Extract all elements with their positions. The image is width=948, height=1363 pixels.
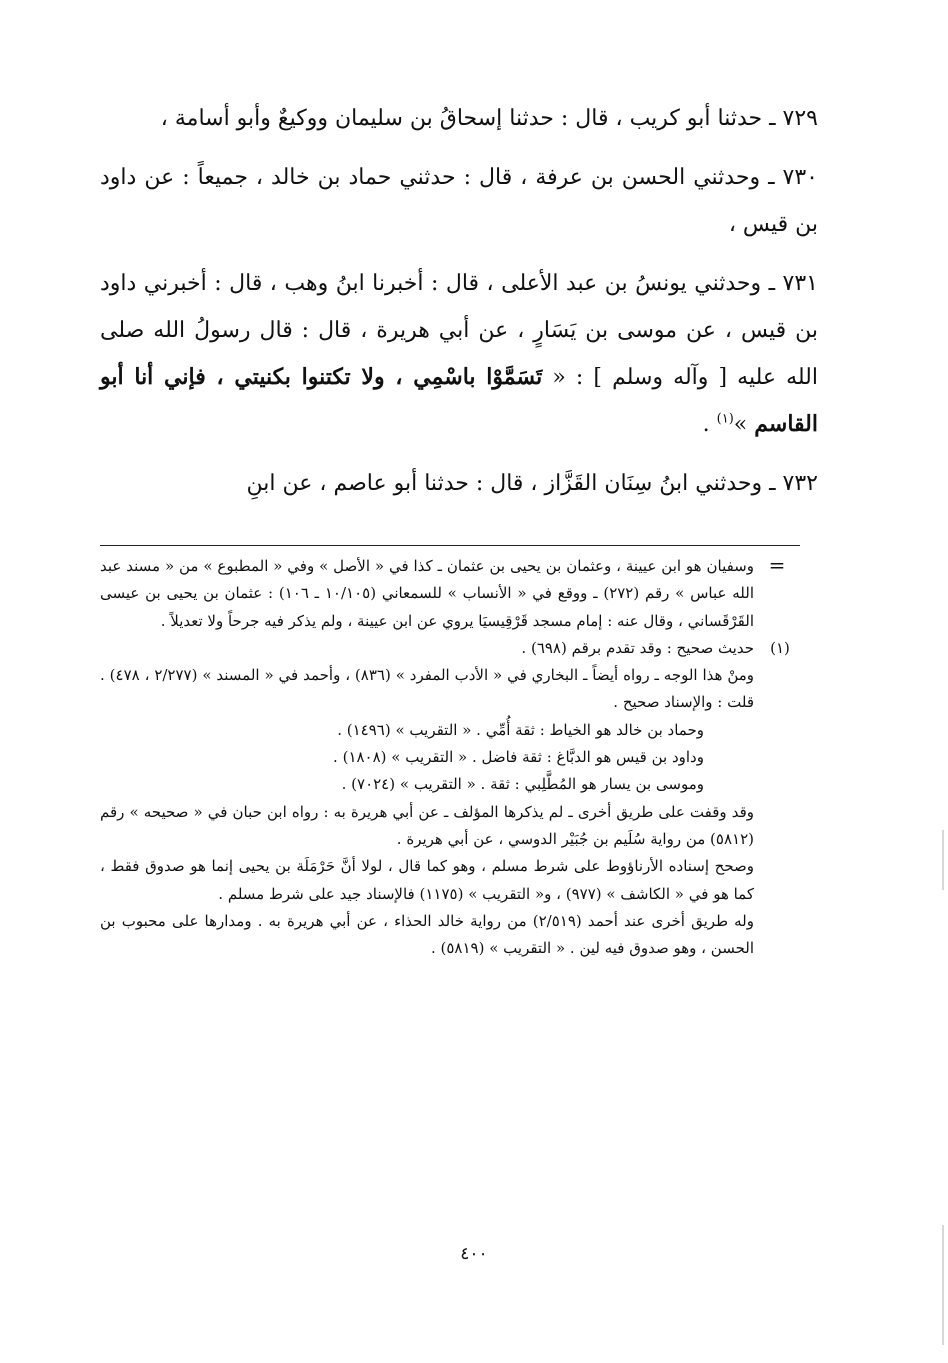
hadith-732: ٧٣٢ ـ وحدثني ابنُ سِنَان القَزَّاز ، قال : حدثنا أبو عاصم ، عن ابنِ <box>246 471 818 496</box>
scan-edge-mark <box>942 1225 944 1345</box>
hadith-731-isnad: ٧٣١ ـ وحدثني يونسُ بن عبد الأعلى ، قال : أخبرنا ابنُ وهب ، قال : أخبرني داود بن قيس ، عن موسى بن يَسَارٍ ، عن أبي هريرة ، قال : قال رسولُ الله صلى الله عليه [ وآله وسلم ] : « <box>100 271 818 390</box>
hadith-731-end: . <box>702 412 717 437</box>
footnote-paragraph: وله طريق أخرى عند أحمد (٢/٥١٩) من رواية خالد الحذاء ، عن أبي هريرة به . ومدارها على محبوب بن الحسن ، وهو صدوق فيه لين . « التقريب » (٥٨١٩) . <box>100 911 754 958</box>
footnote-1-number: (١) <box>770 638 790 657</box>
continuation-mark: = <box>768 553 786 577</box>
narrator-note: وحماد بن خالد هو الخياط : ثقة أُمِّي . « التقريب » (١٤٩٦) . <box>337 720 704 739</box>
footnote-1 <box>100 635 800 717</box>
hadith-731 <box>100 260 818 448</box>
narrator-note: وموسى بن يسار هو المُطَّلِبي : ثقة . « التقريب » (٧٠٢٤) . <box>341 775 704 794</box>
footnote-1-line: ومنْ هذا الوجه ـ رواه أيضاً ـ البخاري في « الأدب المفرد » (٨٣٦) ، وأحمد في « المسند » (٢/٢٧٧ ، ٤٧٨) . قلت : والإسناد صحيح . <box>100 666 755 712</box>
footnote-continuation: وسفيان هو ابن عيينة ، وعثمان بن يحيى بن عثمان ـ كذا في « الأصل » وفي « المطبوع » من « مسند عبد الله عباس » رقم (٢٧٢) ـ ووقع في « الأنساب » للسمعاني (١٠/١٠٥ ـ ١٠٦) : عثمان بن يحيى بن عيسى القَرْقَساني ، وقال عنه : إمام مسجد قَرْقِيسيَا يروي عن ابن عيينة ، ولم يذكر فيه جرحاً ولا تعديلاً . <box>100 557 754 630</box>
footnote-paragraph: وقد وقفت على طريق أخرى ـ لم يذكرها المؤلف ـ عن أبي هريرة به : رواه ابن حبان في « صحيحه » رقم (٥٨١٢) من رواية سُلَيم بن جُبَيْر الدوسي ، عن أبي هريرة . <box>100 802 754 848</box>
hadith-matn: تَسَمَّوْا باسْمِي ، ولا تكتنوا بكنيتي ، فإني أنا أبو القاسم <box>100 364 818 437</box>
hadith-730: ٧٣٠ ـ وحدثني الحسن بن عرفة ، قال : حدثني حماد بن خالد ، جميعاً : عن داود بن قيس ، <box>100 165 818 237</box>
footnote-separator <box>100 545 800 546</box>
footnote-1-line: حديث صحيح : وقد تقدم برقم (٦٩٨) . <box>521 638 754 657</box>
footnote-paragraph: وصحح إسناده الأرناؤوط على شرط مسلم ، وهو كما قال ، لولا أنَّ حَرْمَلَة بن يحيى إنما هو صدوق فقط ، كما هو في « الكاشف » (٩٧٧) ، و« التقريب » (١١٧٥) فالإسناد جيد على شرط مسلم . <box>100 857 754 903</box>
narrator-note: وداود بن قيس هو الدبَّاغ : ثقة فاضل . « التقريب » (١٨٠٨) . <box>333 748 704 767</box>
page-number: ٤٠٠ <box>460 1244 488 1264</box>
main-text <box>100 95 818 519</box>
footnotes <box>100 553 800 962</box>
footnote-ref: (١) <box>716 411 734 427</box>
hadith-729: ٧٢٩ ـ حدثنا أبو كريب ، قال : حدثنا إسحاقُ بن سليمان ووكيعٌ وأبو أسامة ، <box>160 106 818 131</box>
quote-close: » <box>733 412 748 437</box>
scan-edge-mark <box>942 830 944 890</box>
